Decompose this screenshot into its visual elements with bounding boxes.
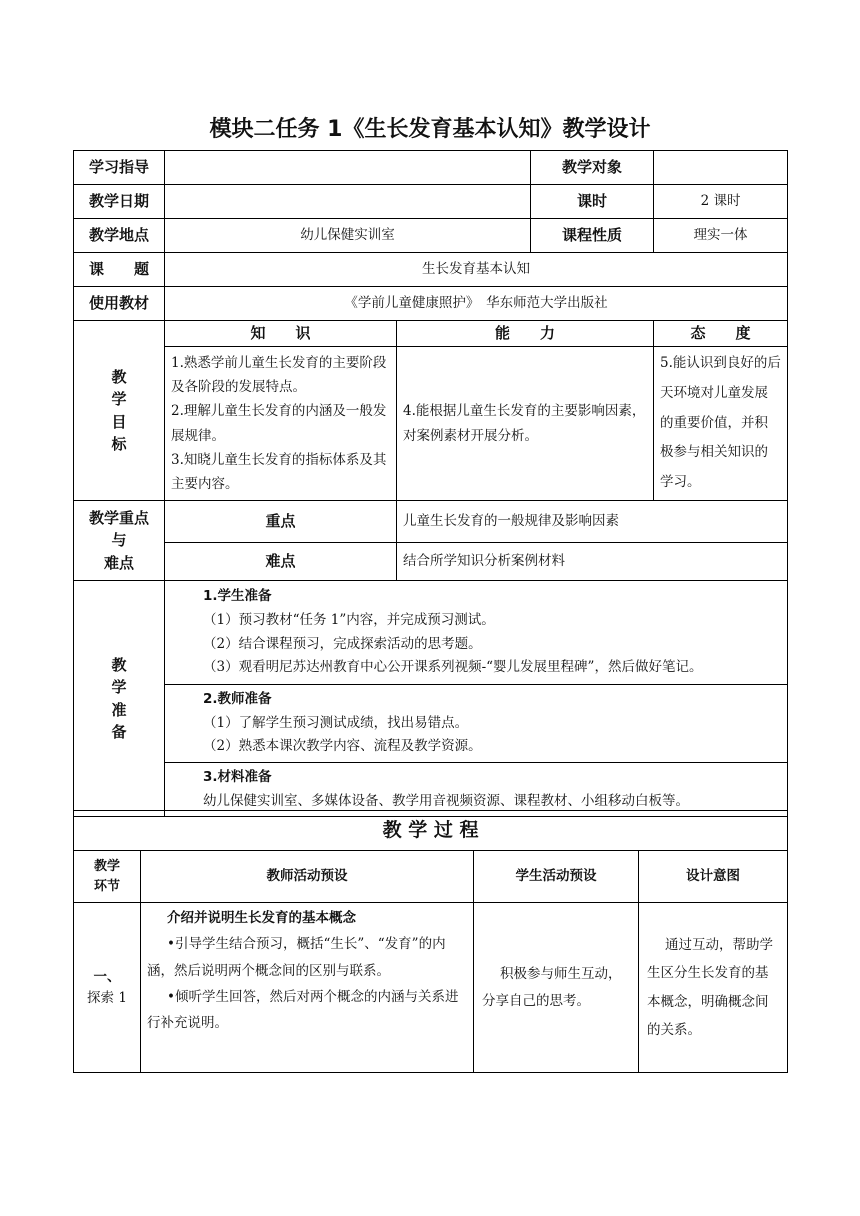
objectives-label-char: 目 [111, 412, 127, 431]
knowledge-item: 2.理解儿童生长发育的内涵及一般发展规律。 [171, 403, 387, 444]
objectives-label-char: 教 [111, 367, 127, 386]
student-preparation-item: （3）观看明尼苏达州教育中心公开课系列视频-“婴儿发展里程碑”，然后做好笔记。 [203, 659, 703, 676]
col-section-line: 教学 [93, 859, 120, 874]
key-points-label-line: 难点 [103, 553, 134, 572]
student-activity: 积极参与师生互动，分享自己的思考。 [474, 903, 639, 1073]
topic-label: 课 题 [74, 253, 165, 287]
guide-value [165, 151, 531, 185]
hours-label: 课时 [531, 185, 654, 219]
objectives-label-char: 标 [111, 435, 127, 453]
teacher-preparation [165, 685, 788, 763]
col-student-header: 学生活动预设 [474, 851, 639, 903]
teaching-process-table [73, 810, 788, 1073]
document-title: 模块二任务 1《生长发育基本认知》教学设计 [209, 117, 651, 142]
hours-value: 2 课时 [654, 185, 788, 219]
difficult-label: 难点 [165, 543, 397, 581]
teacher-activity-heading: 介绍并说明生长发育的基本概念 [167, 910, 356, 926]
design-intent: 通过互动，帮助学生区分生长发育的基本概念，明确概念间的关系。 [639, 903, 788, 1073]
process-heading: 教 学 过 程 [74, 811, 788, 851]
col-teacher-header: 教师活动预设 [141, 851, 474, 903]
attitude-header: 态 度 [654, 321, 788, 347]
difficult-value: 结合所学知识分析案例材料 [397, 543, 788, 581]
teacher-preparation-item: （2）熟悉本课次教学内容、流程及教学资源。 [203, 738, 482, 755]
place-label: 教学地点 [74, 219, 165, 253]
objectives-label [74, 321, 165, 501]
preparation-label-char: 学 [111, 678, 127, 696]
student-preparation-heading: 1.学生准备 [203, 588, 272, 605]
objectives-label-char: 学 [111, 390, 127, 408]
nature-value: 理实一体 [654, 219, 788, 253]
section-number: 一、 [93, 969, 121, 986]
place-value: 幼儿保健实训室 [165, 219, 531, 253]
target-label: 教学对象 [531, 151, 654, 185]
preparation-label-char: 教 [111, 655, 127, 674]
ability-header: 能 力 [397, 321, 654, 347]
material-preparation [165, 763, 788, 817]
section-cell [74, 903, 141, 1073]
knowledge-item: 3.知晓儿童生长发育的指标体系及其主要内容。 [171, 451, 387, 493]
teacher-activity-point: •倾听学生回答，然后对两个概念的内涵与关系进行补充说明。 [147, 988, 459, 1032]
topic-value: 生长发育基本认知 [165, 253, 788, 287]
student-preparation-item: （2）结合课程预习，完成探索活动的思考题。 [203, 635, 482, 652]
knowledge-item: 1.熟悉学前儿童生长发育的主要阶段及各阶段的发展特点。 [171, 354, 387, 395]
knowledge-header: 知 识 [165, 321, 397, 347]
date-label: 教学日期 [74, 185, 165, 219]
material-preparation-heading: 3.材料准备 [203, 768, 272, 785]
teacher-preparation-heading: 2.教师准备 [203, 691, 272, 708]
section-name: 探索 1 [87, 989, 127, 1006]
knowledge-content [165, 347, 397, 501]
ability-content: 4.能根据儿童生长发育的主要影响因素，对案例素材开展分析。 [397, 347, 654, 501]
col-section-header [74, 851, 141, 903]
material-label: 使用教材 [74, 287, 165, 321]
preparation-label [74, 581, 165, 817]
col-design-header: 设计意图 [639, 851, 788, 903]
target-value [654, 151, 788, 185]
date-value [165, 185, 531, 219]
preparation-label-char: 备 [111, 723, 127, 741]
material-preparation-text: 幼儿保健实训室、多媒体设备、教学用音视频资源、课程教材、小组移动白板等。 [203, 792, 689, 809]
teacher-preparation-item: （1）了解学生预习测试成绩，找出易错点。 [203, 714, 469, 731]
key-points-label-line: 教学重点 [88, 508, 149, 527]
preparation-label-char: 准 [111, 700, 127, 719]
teacher-activity-point: •引导学生结合预习，概括“生长”、“发育”的内涵，然后说明两个概念间的区别与联系。 [147, 936, 446, 979]
teacher-activity [141, 903, 474, 1073]
nature-label: 课程性质 [531, 219, 654, 253]
lesson-info-table [73, 150, 788, 817]
guide-label: 学习指导 [74, 151, 165, 185]
attitude-content: 5.能认识到良好的后天环境对儿童发展的重要价值，并积极参与相关知识的学习。 [654, 347, 788, 501]
key-points-label [74, 501, 165, 581]
col-section-line: 环节 [93, 878, 120, 894]
key-value: 儿童生长发育的一般规律及影响因素 [397, 501, 788, 543]
key-points-label-line: 与 [111, 531, 127, 550]
key-label: 重点 [165, 501, 397, 543]
student-preparation [165, 581, 788, 685]
student-preparation-item: （1）预习教材“任务 1”内容，并完成预习测试。 [203, 611, 495, 628]
material-value: 《学前儿童健康照护》 华东师范大学出版社 [165, 287, 788, 321]
